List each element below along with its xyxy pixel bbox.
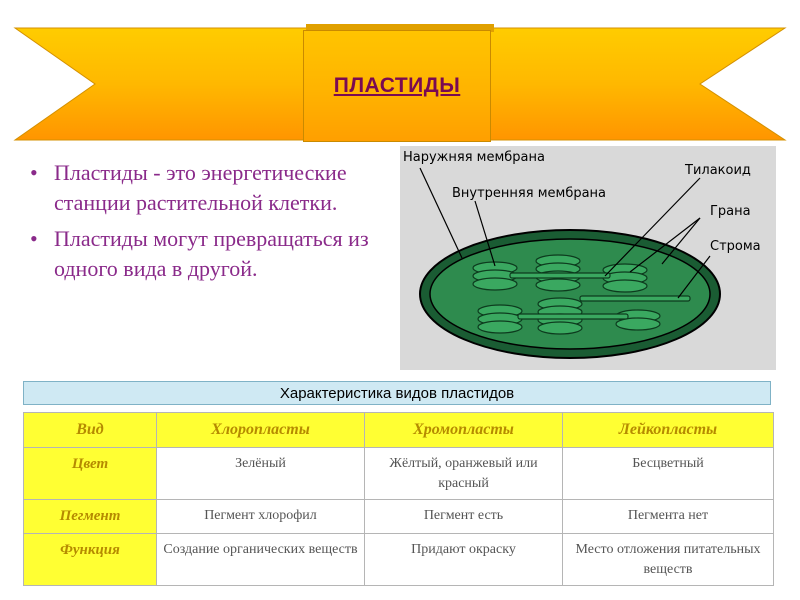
table-header-row (24, 413, 774, 448)
bullet-list (28, 158, 388, 290)
row-label-color: Цвет (24, 448, 157, 500)
row-label-function: Функция (24, 534, 157, 586)
bullet-text: Пластиды могут превращаться из одного вида в другой. (54, 226, 369, 281)
table-cell: Придают окраску (365, 534, 563, 586)
label-grana: Грана (710, 204, 751, 219)
bullet-item (28, 158, 388, 218)
chloroplast-illustration (400, 146, 776, 370)
bullet-dot-icon: • (30, 160, 38, 185)
table-cell: Пегмента нет (563, 500, 774, 534)
row-label-pigment: Пегмент (24, 500, 157, 534)
table-cell: Пегмент есть (365, 500, 563, 534)
label-stroma: Строма (710, 239, 761, 254)
table-cell: Бесцветный (563, 448, 774, 500)
table-cell: Создание органических веществ (157, 534, 365, 586)
bullet-text: Пластиды - это энергетические станции растительной клетки. (54, 160, 347, 215)
header-cell-leucoplasts: Лейкопласты (563, 413, 774, 448)
bullet-item (28, 224, 388, 284)
label-inner-membrane: Внутренняя мембрана (452, 186, 607, 201)
header-cell-chloroplasts: Хлоропласты (157, 413, 365, 448)
title-box (303, 30, 491, 142)
label-outer-membrane: Наружняя мембрана (403, 150, 545, 165)
chloroplast-diagram (400, 146, 776, 370)
table-caption: Характеристика видов пластидов (23, 381, 771, 405)
bullet-dot-icon: • (30, 226, 38, 251)
table-row (24, 534, 774, 586)
label-thylakoid: Тилакоид (685, 163, 751, 178)
header-cell-kind: Вид (24, 413, 157, 448)
table-row (24, 500, 774, 534)
table-cell: Место отложения питательных веществ (563, 534, 774, 586)
table-row (24, 448, 774, 500)
page-title: ПЛАСТИДЫ (333, 74, 461, 97)
header-cell-chromoplasts: Хромопласты (365, 413, 563, 448)
plastid-traits-table (23, 412, 774, 586)
table-cell: Жёлтый, оранжевый или красный (365, 448, 563, 500)
table-cell: Пегмент хлорофил (157, 500, 365, 534)
table-cell: Зелёный (157, 448, 365, 500)
